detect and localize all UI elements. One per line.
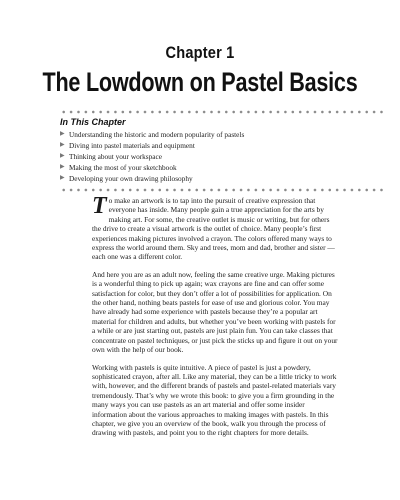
list-item	[60, 151, 390, 162]
drop-cap: T	[92, 193, 107, 219]
in-this-chapter-box	[60, 117, 390, 184]
paragraph-3: Working with pastels is quite intuitive. A piece of pastel is just a powdery, sophisticated crayon, after all. Like any material, they can be a little tricky to work with, however, and the different brands of pastels and pastel-related materials vary tremendously. That’s why we wrote this book: to give you a firm grounding in the many ways you can use pastels as an art material and offer some insider information about the various approaches to making images with pastels. In this chapter, we give you an overview of the book, walk you through the process of drawing with pastels, and point you to the right chapters for more details.	[92, 362, 337, 438]
list-item	[60, 129, 390, 140]
list-item-text: Thinking about your workspace	[69, 152, 163, 161]
triangle-bullet-icon: ▶	[60, 175, 65, 181]
in-this-chapter-heading: In This Chapter	[60, 117, 126, 127]
chapter-title: The Lowdown on Pastel Basics	[42, 67, 358, 97]
list-item	[60, 173, 390, 184]
triangle-bullet-icon: ▶	[60, 164, 65, 170]
dotted-rule-top	[60, 110, 385, 114]
list-item-text: Developing your own drawing philosophy	[69, 174, 193, 183]
paragraph-2: And here you are as an adult now, feeling the same creative urge. Making pictures is a wonderful thing to pick up again; wax crayons are fine and can offer some satisfaction for color, but they don’t offer a lot of possibilities for application. On the other hand, nothing beats pastels for ease of use and glorious color. You may have already had some experience with pastels because they’re a popular art material for children and adults, but whether you’ve been working with pastels for a while or are just starting out, pastels are just plain fun. You can take classes that concentrate on pastel techniques, or just pick the sticks up and figure it out on your own with the help of our book.	[92, 269, 338, 355]
paragraph-1	[92, 193, 339, 262]
triangle-bullet-icon: ▶	[60, 153, 65, 159]
in-this-chapter-list	[60, 129, 390, 184]
triangle-bullet-icon: ▶	[60, 131, 65, 137]
triangle-bullet-icon: ▶	[60, 142, 65, 148]
list-item	[60, 140, 390, 151]
dotted-rule-bottom	[60, 188, 385, 192]
chapter-number: Chapter 1	[165, 43, 235, 62]
list-item-text: Understanding the historic and modern popularity of pastels	[69, 130, 245, 139]
paragraph-1-text: o make an artwork is to tap into the pursuit of creative expression that everyone has inside. Many people gain a true appreciation for the arts by making art. For some, the creative outlet is music or writing, but for others the drive to create a visual artwork is the outlet of choice. Many people’s first experiences making pictures involved a crayon. The colors offered many ways to express the world around them. Sky and trees, mom and dad, brother and sister — each one was a different color.	[92, 196, 335, 262]
list-item-text: Diving into pastel materials and equipment	[69, 141, 195, 150]
list-item	[60, 162, 390, 173]
list-item-text: Making the most of your sketchbook	[69, 163, 177, 172]
body-text	[92, 193, 339, 446]
